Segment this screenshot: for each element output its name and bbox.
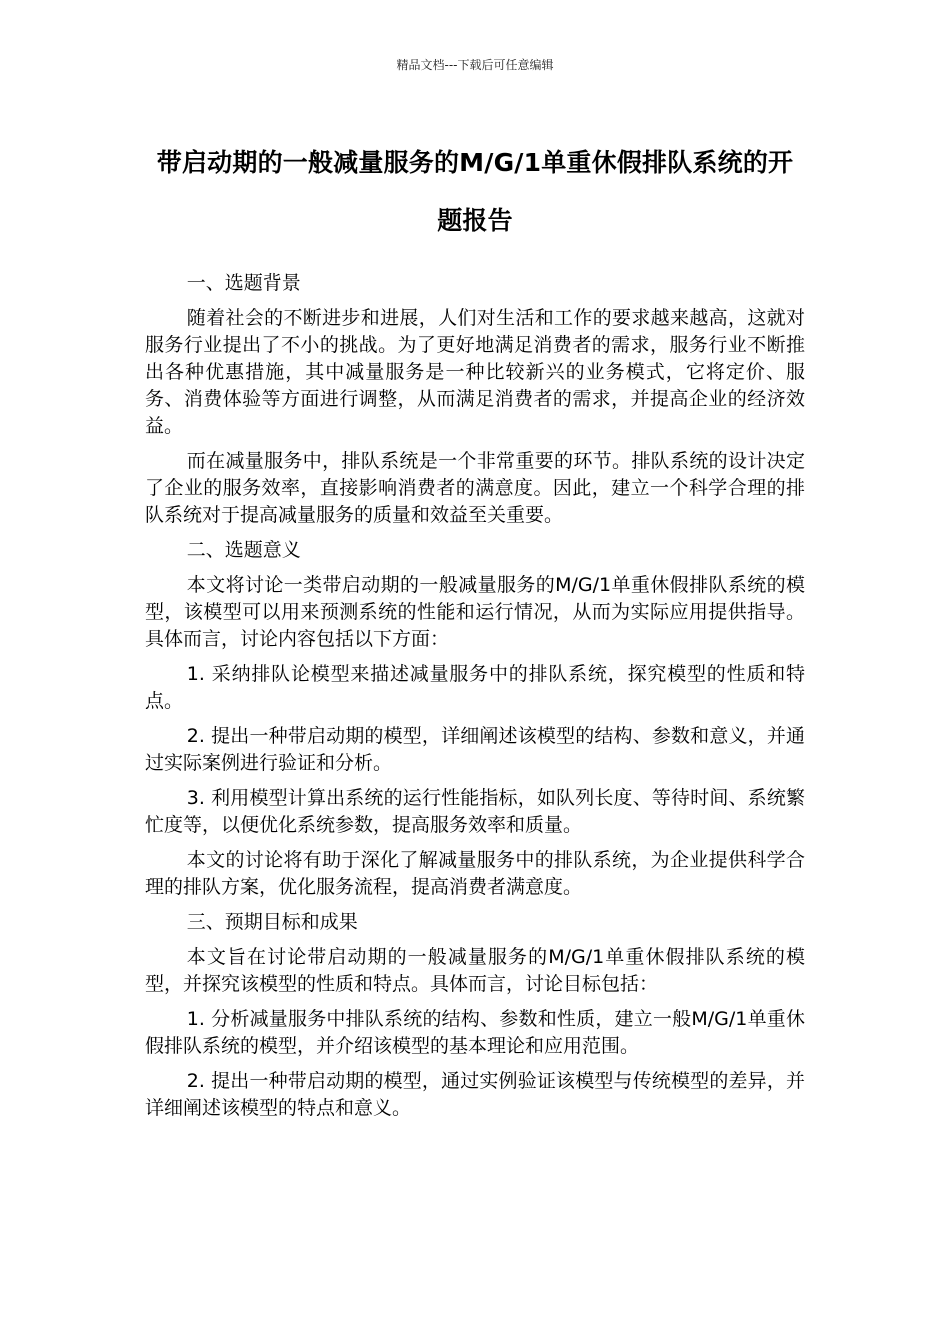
section-heading: 二、选题意义	[186, 539, 301, 561]
paragraph: 本文旨在讨论带启动期的一般减量服务的M/G/1单重休假排队系统的模型，并探究该模型的性质和特点。具体而言，讨论目标包括：	[145, 946, 805, 995]
document-body	[145, 270, 805, 1130]
section-goals	[145, 909, 805, 1122]
list-item: 3. 利用模型计算出系统的运行性能指标，如队列长度、等待时间、系统繁忙度等，以便优化系统参数，提高服务效率和质量。	[145, 787, 805, 836]
document-title: 带启动期的一般减量服务的M/G/1单重休假排队系统的开题报告	[156, 148, 794, 235]
list-item: 1. 采纳排队论模型来描述减量服务中的排队系统，探究模型的性质和特点。	[145, 663, 805, 712]
section-heading: 一、选题背景	[186, 272, 301, 294]
paragraph: 本文将讨论一类带启动期的一般减量服务的M/G/1单重休假排队系统的模型，该模型可以用来预测系统的性能和运行情况，从而为实际应用提供指导。具体而言，讨论内容包括以下方面：	[145, 574, 805, 650]
list-item: 1. 分析减量服务中排队系统的结构、参数和性质，建立一般M/G/1单重休假排队系统的模型，并介绍该模型的基本理论和应用范围。	[145, 1008, 805, 1057]
list-item: 2. 提出一种带启动期的模型，详细阐述该模型的结构、参数和意义，并通过实际案例进行验证和分析。	[145, 725, 805, 774]
header-note: 精品文档---下载后可任意编辑	[396, 58, 554, 72]
section-background	[145, 270, 805, 529]
paragraph: 随着社会的不断进步和进展，人们对生活和工作的要求越来越高，这就对服务行业提出了不小的挑战。为了更好地满足消费者的需求，服务行业不断推出各种优惠措施，其中减量服务是一种比较新兴的业务模式，它将定价、服务、消费体验等方面进行调整，从而满足消费者的需求，并提高企业的经济效益。	[145, 307, 805, 437]
section-significance	[145, 537, 805, 901]
list-item: 2. 提出一种带启动期的模型，通过实例验证该模型与传统模型的差异，并详细阐述该模型的特点和意义。	[145, 1070, 805, 1119]
section-heading: 三、预期目标和成果	[186, 911, 358, 933]
paragraph: 本文的讨论将有助于深化了解减量服务中的排队系统，为企业提供科学合理的排队方案，优化服务流程，提高消费者满意度。	[145, 849, 805, 898]
paragraph: 而在减量服务中，排队系统是一个非常重要的环节。排队系统的设计决定了企业的服务效率，直接影响消费者的满意度。因此，建立一个科学合理的排队系统对于提高减量服务的质量和效益至关重要。	[145, 450, 805, 526]
